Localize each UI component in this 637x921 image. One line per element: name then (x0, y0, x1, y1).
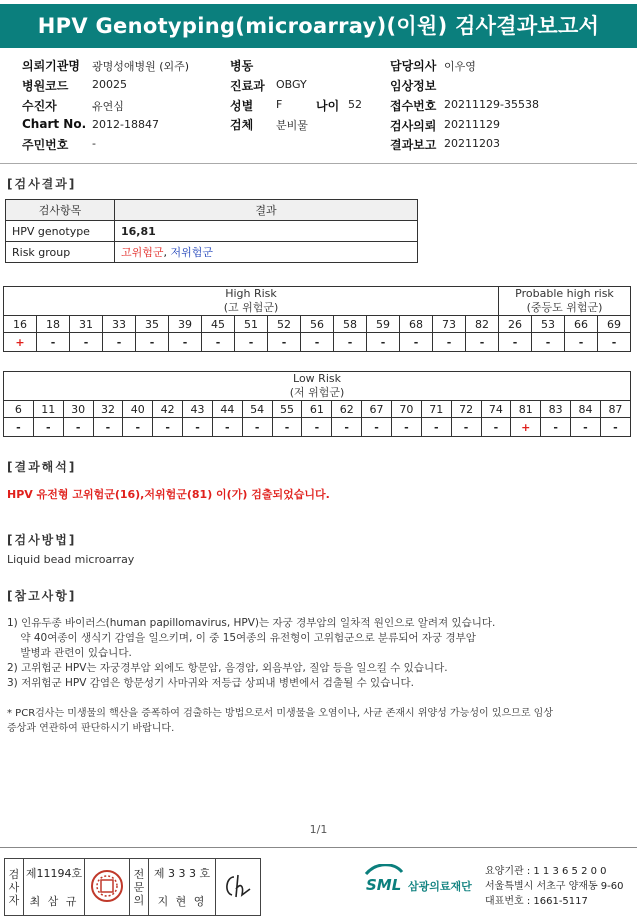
hpv-result-cell: - (541, 418, 571, 437)
high-risk-group (4, 287, 499, 316)
receiver-value: 유연심 (92, 100, 124, 113)
reviewer-license: 제 3 3 3 호 (149, 859, 216, 888)
signature-icon (220, 871, 256, 901)
hpv-type-cell: 51 (235, 316, 268, 333)
sex-label: 성별 (230, 99, 254, 113)
high-risk-sub: (고 위험군) (223, 301, 279, 314)
probable-risk-group (499, 287, 631, 316)
hpv-result-cell: - (235, 333, 268, 352)
department-value: OBGY (276, 78, 307, 91)
note-line: 발병과 관련이 있습니다. (7, 647, 132, 659)
hpv-type-cell: 55 (272, 401, 302, 418)
high-risk-name: High Risk (225, 287, 277, 300)
hpv-type-cell: 56 (301, 316, 334, 333)
ward-label: 병동 (230, 59, 254, 73)
hpv-result-cell: - (183, 418, 213, 437)
hpv-result-cell: - (169, 333, 202, 352)
probable-risk-name: Probable high risk (515, 287, 614, 300)
low-risk-name: Low Risk (293, 372, 341, 385)
hpv-result-cell: - (272, 418, 302, 437)
reviewer-name: 지 현 영 (149, 887, 216, 916)
risk-row (6, 242, 418, 263)
org-name: 삼광의료재단 (408, 880, 472, 893)
interpretation-text: HPV 유전형 고위험군(16),저위험군(81) 이(가) 검출되었습니다. (7, 488, 330, 501)
hpv-result-cell: - (301, 333, 334, 352)
high-risk-value-row (4, 333, 631, 352)
pcr-footnote-line: 증상과 연관하여 판단하시기 바랍니다. (7, 723, 175, 734)
page-number: 1/1 (309, 823, 328, 836)
low-risk-group-row (4, 372, 631, 401)
doctor-label: 담당의사 (390, 59, 437, 73)
hpv-type-cell: 40 (123, 401, 153, 418)
hpv-result-cell: - (103, 333, 136, 352)
hpv-type-cell: 35 (136, 316, 169, 333)
results-header-row (6, 200, 418, 221)
hpv-result-cell: - (598, 333, 631, 352)
pcr-footnote-line: * PCR검사는 미생물의 핵산을 증폭하여 검출하는 방법으로서 미생물을 오염이나, 사균 존재시 위양성 가능성이 있으므로 임상 (7, 708, 553, 719)
hpv-result-cell: - (400, 333, 433, 352)
receipt-no-value: 20211129-35538 (444, 98, 539, 111)
low-risk-group (4, 372, 631, 401)
hpv-type-cell: 11 (33, 401, 63, 418)
risk-separator: , (163, 246, 171, 259)
footer-divider (0, 847, 637, 848)
reviewer-signature (216, 859, 261, 916)
hpv-result-cell: + (511, 418, 541, 437)
hpv-result-cell: - (70, 333, 103, 352)
request-date: 20211129 (444, 118, 500, 131)
specimen-label: 검체 (230, 118, 254, 132)
hpv-result-cell: - (391, 418, 421, 437)
hpv-type-cell: 59 (367, 316, 400, 333)
hpv-result-cell: - (334, 333, 367, 352)
risk-label: Risk group (6, 242, 115, 263)
hpv-result-cell: - (37, 333, 70, 352)
resident-no-value: - (92, 137, 96, 150)
tester-name: 최 삼 규 (24, 887, 85, 916)
clinical-label: 임상정보 (390, 79, 437, 93)
hpv-type-cell: 87 (600, 401, 630, 418)
method-section-title: [검사방법] (7, 533, 77, 547)
high-risk-type-row (4, 316, 631, 333)
hpv-result-cell: - (202, 333, 235, 352)
institution-label: 의뢰기관명 (22, 59, 80, 73)
sex-value: F (276, 98, 283, 111)
col-item-header: 검사항목 (6, 200, 115, 221)
request-label: 검사의뢰 (390, 119, 437, 133)
notes-list (7, 616, 632, 691)
genotype-label: HPV genotype (6, 221, 115, 242)
hpv-type-cell: 61 (302, 401, 332, 418)
risk-low: 저위험군 (170, 246, 214, 259)
hpv-type-cell: 71 (421, 401, 451, 418)
note-line: 1) 인유두종 바이러스(human papillomavirus, HPV)는 자궁 경부암의 일차적 원인으로 알려져 있습니다. (7, 617, 496, 629)
hpv-type-cell: 42 (153, 401, 183, 418)
hpv-type-cell: 30 (63, 401, 93, 418)
hpv-result-cell: - (600, 418, 630, 437)
hpv-result-cell: - (136, 333, 169, 352)
age-value: 52 (348, 98, 362, 111)
hpv-result-cell: - (153, 418, 183, 437)
hpv-result-cell: - (565, 333, 598, 352)
hpv-type-cell: 67 (362, 401, 392, 418)
receipt-no-label: 접수번호 (390, 99, 437, 113)
institution-phone: 대표번호 : 1661-5117 (485, 896, 588, 907)
hpv-result-cell: - (481, 418, 511, 437)
hpv-type-cell: 39 (169, 316, 202, 333)
reviewer-label: 전문의 (130, 859, 149, 916)
seal-icon (89, 868, 125, 904)
hpv-type-cell: 62 (332, 401, 362, 418)
col-result-header: 결과 (115, 200, 418, 221)
hpv-type-cell: 74 (481, 401, 511, 418)
hpv-result-cell: - (63, 418, 93, 437)
hpv-type-cell: 53 (532, 316, 565, 333)
hpv-result-cell: - (421, 418, 451, 437)
specimen-value: 분비물 (276, 119, 308, 132)
age-label: 나이 (316, 99, 340, 113)
hpv-type-cell: 32 (93, 401, 123, 418)
genotype-value: 16,81 (115, 221, 418, 242)
hpv-type-cell: 70 (391, 401, 421, 418)
note-line: 2) 고위험군 HPV는 자궁경부암 외에도 항문암, 음경암, 외음부암, 질암 등을 일으킬 수 있습니다. (7, 662, 448, 674)
hpv-result-cell: - (123, 418, 153, 437)
hpv-result-cell: - (4, 418, 34, 437)
hpv-type-cell: 73 (433, 316, 466, 333)
hpv-result-cell: - (466, 333, 499, 352)
low-risk-table (3, 371, 631, 437)
hpv-type-cell: 66 (565, 316, 598, 333)
institution-address: 서울특별시 서초구 양재동 9-60 (485, 881, 624, 892)
hpv-type-cell: 18 (37, 316, 70, 333)
hpv-result-cell: - (93, 418, 123, 437)
logo-text: SML (366, 876, 402, 894)
hpv-result-cell: - (212, 418, 242, 437)
low-risk-type-row (4, 401, 631, 418)
hpv-type-cell: 31 (70, 316, 103, 333)
header-divider (0, 163, 637, 164)
hpv-type-cell: 68 (400, 316, 433, 333)
hpv-result-cell: - (451, 418, 481, 437)
hospital-code-label: 병원코드 (22, 79, 69, 93)
method-text: Liquid bead microarray (7, 553, 135, 566)
genotype-row (6, 221, 418, 242)
low-risk-value-row (4, 418, 631, 437)
risk-high: 고위험군 (121, 246, 164, 259)
hpv-result-cell: - (499, 333, 532, 352)
hpv-type-cell: 52 (268, 316, 301, 333)
hpv-type-cell: 6 (4, 401, 34, 418)
hpv-type-cell: 58 (334, 316, 367, 333)
hpv-type-cell: 82 (466, 316, 499, 333)
pcr-footnote (7, 706, 632, 736)
hpv-result-cell: + (4, 333, 37, 352)
note-line: 약 40여종이 생식기 감염을 일으키며, 이 중 15여종의 유전형이 고위험군으로 분류되어 자궁 경부암 (7, 632, 476, 644)
hpv-type-cell: 81 (511, 401, 541, 418)
hpv-type-cell: 33 (103, 316, 136, 333)
hpv-type-cell: 43 (183, 401, 213, 418)
results-table (5, 199, 418, 263)
hospital-code-value: 20025 (92, 78, 127, 91)
hpv-type-cell: 84 (571, 401, 601, 418)
results-section-title: [검사결과] (7, 177, 77, 191)
resident-no-label: 주민번호 (22, 138, 69, 152)
hpv-type-cell: 54 (242, 401, 272, 418)
tester-label: 검사자 (5, 859, 24, 916)
hpv-type-cell: 44 (212, 401, 242, 418)
report-label: 결과보고 (390, 138, 437, 152)
hpv-type-cell: 26 (499, 316, 532, 333)
hpv-result-cell: - (532, 333, 565, 352)
institution-info (485, 864, 635, 909)
hpv-type-cell: 16 (4, 316, 37, 333)
hpv-result-cell: - (242, 418, 272, 437)
institution-value: 광명성애병원 (외주) (92, 60, 190, 73)
low-risk-sub: (저 위험군) (289, 386, 345, 399)
hpv-type-cell: 45 (202, 316, 235, 333)
institution-no: 요양기관 : 1 1 3 6 5 2 0 0 (485, 866, 607, 877)
hpv-result-cell: - (362, 418, 392, 437)
high-risk-table (3, 286, 631, 352)
probable-risk-sub: (중등도 위험군) (526, 301, 603, 314)
report-title: HPV Genotyping(microarray)(이원) 검사결과보고서 (0, 4, 637, 48)
hpv-result-cell: - (332, 418, 362, 437)
signature-table (4, 858, 261, 916)
chart-no-label: Chart No. (22, 117, 87, 131)
hpv-result-cell: - (367, 333, 400, 352)
chart-no-value: 2012-18847 (92, 118, 159, 131)
tester-license: 제11194호 (24, 859, 85, 888)
hpv-type-cell: 69 (598, 316, 631, 333)
tester-seal (85, 859, 130, 916)
notes-section-title: [참고사항] (7, 589, 77, 603)
hpv-result-cell: - (302, 418, 332, 437)
risk-value (115, 242, 418, 263)
hpv-result-cell: - (33, 418, 63, 437)
hpv-result-cell: - (268, 333, 301, 352)
high-risk-group-row (4, 287, 631, 316)
hpv-type-cell: 72 (451, 401, 481, 418)
report-date: 20211203 (444, 137, 500, 150)
hpv-type-cell: 83 (541, 401, 571, 418)
hpv-result-cell: - (433, 333, 466, 352)
department-label: 진료과 (230, 79, 265, 93)
note-line: 3) 저위험군 HPV 감염은 항문성기 사마귀와 저등급 상피내 병변에서 검출될 수 있습니다. (7, 677, 414, 689)
doctor-value: 이우영 (444, 60, 476, 73)
interpretation-section-title: [결과해석] (7, 460, 77, 474)
receiver-label: 수진자 (22, 99, 57, 113)
hpv-result-cell: - (571, 418, 601, 437)
